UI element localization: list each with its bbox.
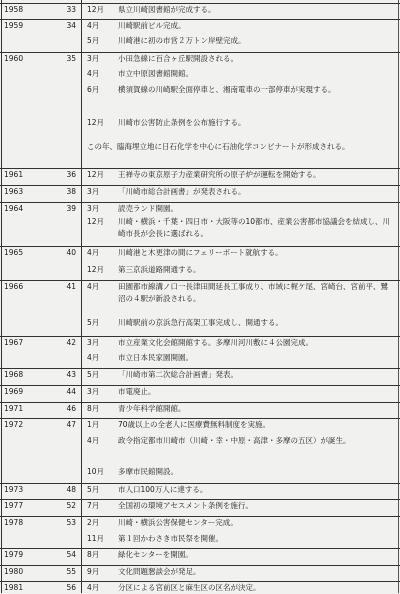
event-description: 文化問題懇談会が発足。 [118, 566, 201, 576]
event-description: 多摩市民館開設。 [118, 466, 178, 476]
year-showa: 39 [66, 203, 76, 213]
event-month: 5月 [87, 317, 100, 327]
year-showa: 47 [66, 420, 76, 430]
event-description: この年、臨海埋立地に日石化学を中心に石油化学コンビナートが形成される。 [87, 141, 350, 151]
table-row [0, 141, 400, 168]
event-description: 第１回かわさき市民祭を開催。 [118, 533, 223, 543]
event-month: 12月 [87, 170, 105, 180]
table-row [0, 264, 400, 280]
table-row [0, 19, 400, 36]
year-showa: 56 [66, 583, 76, 593]
year-showa: 38 [66, 186, 76, 196]
event-month: 6月 [87, 84, 100, 94]
event-description: 政令指定都市川崎市（川崎・幸・中原・高津・多摩の五区）が誕生。 [118, 435, 351, 445]
table-row [0, 117, 400, 141]
event-description: 第三京浜道路開通する。 [118, 264, 201, 274]
year-ad: 1978 [4, 517, 24, 527]
table-row [0, 35, 400, 51]
table-row [0, 202, 400, 218]
table-row [0, 3, 400, 20]
event-description: 川崎市公害防止条例を公布施行する。 [118, 118, 246, 128]
year-showa: 55 [66, 566, 76, 576]
year-ad: 1971 [4, 404, 24, 413]
event-description: 分区による宮前区と麻生区の区名が決定。 [118, 583, 261, 593]
event-month: 12月 [87, 264, 105, 274]
year-ad: 1960 [4, 53, 24, 63]
year-ad: 1969 [4, 386, 24, 396]
event-month: 4月 [87, 247, 100, 257]
table-row [0, 516, 400, 534]
event-month: 1月 [87, 420, 100, 430]
year-ad: 1977 [4, 501, 24, 511]
table-row [0, 246, 400, 265]
year-ad: 1964 [4, 203, 24, 213]
year-ad: 1972 [4, 420, 24, 430]
year-showa: 34 [66, 21, 76, 31]
table-row [0, 185, 400, 203]
year-ad: 1979 [4, 550, 24, 560]
table-row [0, 385, 400, 403]
table-row [0, 280, 400, 317]
event-month: 3月 [87, 53, 100, 63]
event-description: 70歳以上の全老人に医療費無料制度を実施。 [118, 420, 271, 430]
year-showa: 48 [66, 484, 76, 494]
table-row [0, 565, 400, 582]
event-month: 4月 [87, 583, 100, 593]
table-row [0, 466, 400, 483]
event-month: 8月 [87, 404, 100, 413]
year-ad: 1967 [4, 337, 24, 347]
event-month: 9月 [87, 566, 100, 576]
event-month: 4月 [87, 21, 100, 31]
event-description: 川崎・横浜・千葉・四日市・大阪等の10都市、産業公害都市協議会を結成し、川崎市長が会長に選ばれる。 [118, 217, 391, 239]
table-row [0, 216, 400, 245]
event-description: 横須賀線の川崎駅全面停車と、湘南電車の一部停車が実現する。 [118, 84, 336, 94]
event-month: 12月 [87, 4, 105, 14]
year-ad: 1980 [4, 566, 24, 576]
table-row [0, 52, 400, 69]
year-showa: 52 [66, 501, 76, 511]
event-month: 5月 [87, 370, 100, 380]
event-month: 4月 [87, 352, 100, 362]
table-row [0, 533, 400, 548]
event-description: 田園都市線溝ノ口一長津田間延長工事成り、市域に梶ケ尾、宮崎台、宮前平、鷺沼の４駅が新設される。 [118, 282, 388, 304]
year-showa: 41 [66, 282, 76, 292]
table-row [0, 402, 400, 419]
table-row [0, 84, 400, 118]
year-ad: 1963 [4, 186, 24, 196]
year-showa: 44 [66, 386, 76, 396]
event-month: 3月 [87, 386, 100, 396]
event-month: 2月 [87, 517, 100, 527]
event-month: 7月 [87, 501, 100, 511]
event-description: 川崎港と木更津の間にフェリーボート就航する。 [118, 247, 283, 257]
year-ad: 1961 [4, 170, 24, 180]
event-month: 8月 [87, 550, 100, 560]
year-showa: 43 [66, 370, 76, 380]
year-showa: 40 [66, 247, 76, 257]
event-description: 市立産業文化会館開館する。多摩川河川敷に４公園完成。 [118, 337, 313, 347]
year-ad: 1965 [4, 247, 24, 257]
event-month: 3月 [87, 203, 100, 213]
table-row [0, 483, 400, 500]
event-description: 緑化センターを開園。 [118, 550, 193, 560]
table-row [0, 548, 400, 565]
event-month: 3月 [87, 186, 100, 196]
event-description: 「川崎市総合計画書」が発表される。 [118, 186, 246, 196]
year-showa: 53 [66, 517, 76, 527]
event-description: 読売ランド開園。 [118, 203, 178, 213]
table-row [0, 352, 400, 368]
event-month: 10月 [87, 466, 105, 476]
event-month: 11月 [87, 533, 105, 543]
event-description: 川崎駅前ビル完成。 [118, 21, 186, 31]
year-showa: 46 [66, 404, 76, 413]
table-row [0, 68, 400, 83]
event-month: 5月 [87, 484, 100, 494]
year-ad: 1958 [4, 4, 24, 14]
event-description: 王禅寺の東京原子力産業研究所の原子炉が運転を開始する。 [118, 170, 321, 180]
event-month: 3月 [87, 337, 100, 347]
event-description: 「川崎市第二次総合計画書」発表。 [118, 370, 238, 380]
year-ad: 1973 [4, 484, 24, 494]
table-row [0, 336, 400, 353]
year-ad: 1959 [4, 21, 24, 31]
event-month: 12月 [87, 118, 105, 128]
table-row [0, 317, 400, 336]
year-showa: 35 [66, 53, 76, 63]
event-month: 12月 [87, 217, 105, 227]
event-description: 青少年科学館開館。 [118, 404, 186, 413]
event-description: 市電廃止。 [118, 386, 156, 396]
year-showa: 33 [66, 4, 76, 14]
table-row [0, 368, 400, 385]
year-ad: 1968 [4, 370, 24, 380]
event-description: 川崎港に初の市営２万トン岸壁完成。 [118, 36, 246, 46]
table-row [0, 418, 400, 435]
event-description: 川崎・横浜公害保健センター完成。 [118, 517, 238, 527]
event-description: 県立川崎図書館が完成する。 [118, 4, 216, 14]
event-month: 4月 [87, 282, 100, 292]
year-showa: 54 [66, 550, 76, 560]
table-row [0, 499, 400, 516]
table-row [0, 435, 400, 466]
event-month: 5月 [87, 36, 100, 46]
table-row [0, 581, 400, 594]
year-ad: 1981 [4, 583, 24, 593]
year-showa: 36 [66, 170, 76, 180]
year-showa: 42 [66, 337, 76, 347]
event-month: 4月 [87, 69, 100, 79]
event-description: 川崎駅前の京浜急行高架工事完成し、開通する。 [118, 317, 283, 327]
event-description: 市立中原図書館開館。 [118, 69, 193, 79]
event-description: 全国初の環境アセスメント条例を施行。 [118, 501, 253, 511]
year-ad: 1966 [4, 282, 24, 292]
event-description: 市人口100万人に達する。 [118, 484, 208, 494]
event-description: 市立日本民家園開園。 [118, 352, 193, 362]
table-row [0, 168, 400, 185]
event-month: 4月 [87, 435, 100, 445]
event-description: 小田急線に百合ヶ丘駅開設される。 [118, 53, 238, 63]
